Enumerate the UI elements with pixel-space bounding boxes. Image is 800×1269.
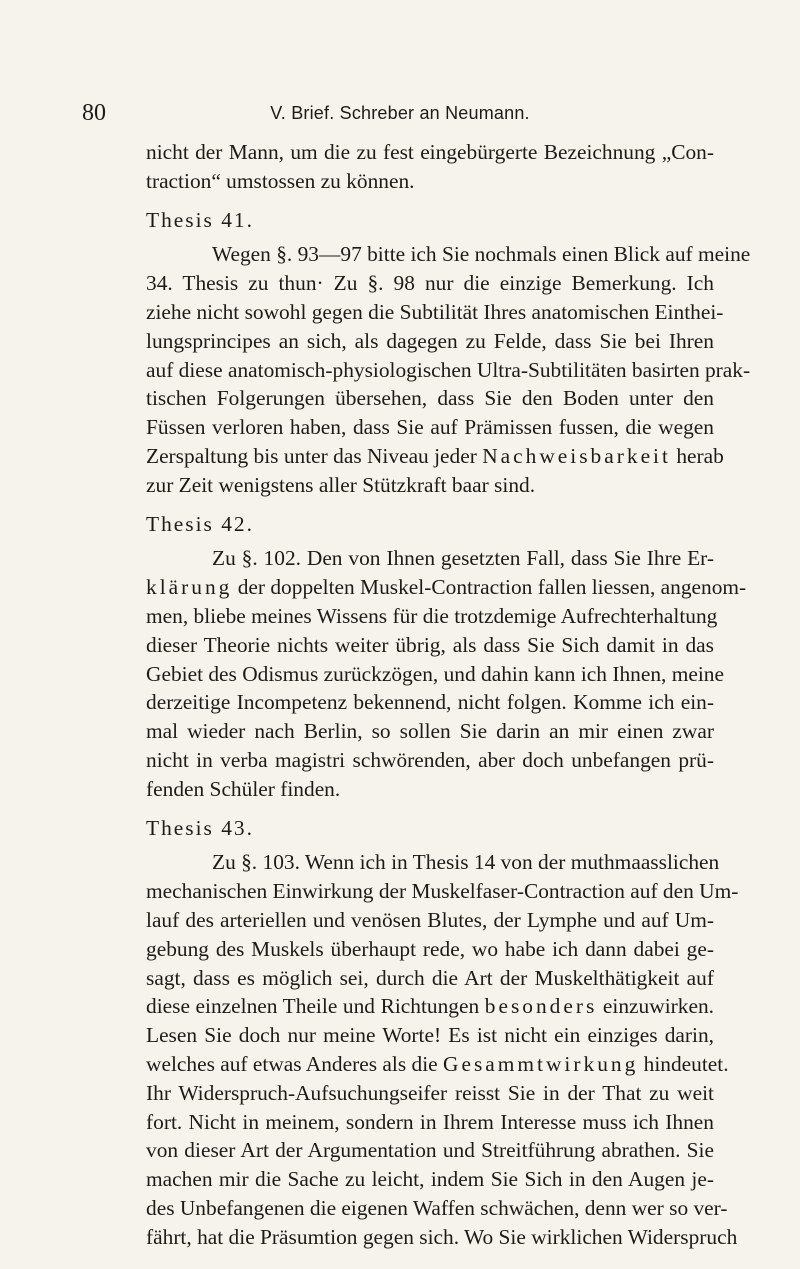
text-line xyxy=(146,573,747,602)
text-line: Lesen Sie doch nur meine Worte! Es ist nicht ein einziges darin, xyxy=(146,1023,714,1048)
text-line: nicht der Mann, um die zu fest eingebürgerte Bezeichnung „Con- xyxy=(146,140,714,164)
page-number: 80 xyxy=(82,100,106,126)
text-line: derzeitige Incompetenz bekennend, nicht folgen. Komme ich ein- xyxy=(146,690,714,715)
text-line: lungsprincipes an sich, als dagegen zu Felde, dass Sie bei Ihren xyxy=(146,328,714,353)
text-line: men, bliebe meines Wissens für die trotzdemige Aufrechterhaltung xyxy=(146,603,718,628)
text-line: fährt, hat die Präsumtion gegen sich. Wo Sie wirklichen Widerspruch xyxy=(146,1224,738,1249)
text-line: mechanischen Einwirkung der Muskelfaser-Contraction auf den Um- xyxy=(146,879,739,904)
spaced-emphasis: Gesammtwirkung xyxy=(443,1051,639,1076)
section-heading-thesis-41: Thesis 41. xyxy=(146,207,254,232)
text-segment: einzuwirken. xyxy=(602,994,714,1019)
section-heading-thesis-43: Thesis 43. xyxy=(146,815,254,840)
text-line: Wegen §. 93—97 bitte ich Sie nochmals einen Blick auf meine xyxy=(212,242,751,267)
text-line: dieser Theorie nichts weiter übrig, als dass Sie Sich damit in das xyxy=(146,632,714,657)
text-line: zur Zeit wenigstens aller Stützkraft baar sind. xyxy=(146,472,536,497)
text-line: Ihr Widerspruch-Aufsuchungseifer reisst Sie in der That zu weit xyxy=(146,1080,714,1105)
text-line: fort. Nicht in meinem, sondern in Ihrem Interesse muss ich Ihnen xyxy=(146,1109,714,1134)
paragraph-thesis-41 xyxy=(146,240,751,499)
text-line: ziehe nicht sowohl gegen die Subtilität Ihres anatomischen Einthei- xyxy=(146,299,724,324)
paragraph-thesis-42 xyxy=(146,544,747,803)
text-segment: Zerspaltung bis unter das Niveau jeder xyxy=(146,443,477,468)
text-segment: welches auf etwas Anderes als die xyxy=(146,1051,438,1076)
text-line: sagt, dass es möglich sei, durch die Art der Muskelthätigkeit auf xyxy=(146,965,714,990)
spaced-emphasis: Nachweisbarkeit xyxy=(482,443,671,468)
text-line xyxy=(146,992,714,1021)
paragraph-thesis-43 xyxy=(146,848,739,1251)
page-header xyxy=(0,100,800,130)
text-line xyxy=(146,1050,729,1079)
paragraph-continuation xyxy=(146,138,714,196)
text-line: des Unbefangenen die eigenen Waffen schwächen, denn wer so ver- xyxy=(146,1195,728,1220)
text-line: 34. Thesis zu thun· Zu §. 98 nur die einzige Bemerkung. Ich xyxy=(146,271,714,296)
text-line: traction“ umstossen zu können. xyxy=(146,168,415,193)
text-line: auf diese anatomisch-physiologischen Ultra-Subtilitäten basirten prak- xyxy=(146,357,751,382)
text-line: Füssen verloren haben, dass Sie auf Prämissen fussen, die wegen xyxy=(146,415,714,440)
text-line: Gebiet des Odismus zurückzögen, und dahin kann ich Ihnen, meine xyxy=(146,661,724,686)
text-line: nicht in verba magistri schwörenden, aber doch unbefangen prü- xyxy=(146,747,714,772)
text-line: machen mir die Sache zu leicht, indem Sie Sich in den Augen je- xyxy=(146,1167,714,1192)
text-line: gebung des Muskels überhaupt rede, wo habe ich dann dabei ge- xyxy=(146,936,714,961)
text-segment: herab xyxy=(676,443,724,468)
text-line: Zu §. 103. Wenn ich in Thesis 14 von der muthmaasslichen xyxy=(212,850,720,875)
text-segment: der doppelten Muskel-Contraction fallen liessen, angenom- xyxy=(237,575,747,600)
spaced-emphasis: besonders xyxy=(484,994,598,1019)
running-head: V. Brief. Schreber an Neumann. xyxy=(270,103,530,123)
page-body xyxy=(146,138,751,1251)
text-line: lauf des arteriellen und venösen Blutes, der Lymphe und auf Um- xyxy=(146,907,714,932)
section-heading-thesis-42: Thesis 42. xyxy=(146,511,254,536)
text-line: von dieser Art der Argumentation und Streitführung abrathen. Sie xyxy=(146,1138,714,1163)
text-line: fenden Schüler finden. xyxy=(146,776,341,801)
text-line: Zu §. 102. Den von Ihnen gesetzten Fall, dass Sie Ihre Er- xyxy=(212,546,714,571)
text-line: tischen Folgerungen übersehen, dass Sie den Boden unter den xyxy=(146,386,714,411)
text-line: mal wieder nach Berlin, so sollen Sie darin an mir einen zwar xyxy=(146,719,714,744)
text-segment: diese einzelnen Theile und Richtungen xyxy=(146,994,480,1019)
text-line xyxy=(146,442,724,471)
spaced-emphasis: klärung xyxy=(146,575,233,600)
text-segment: hindeutet. xyxy=(643,1051,729,1076)
